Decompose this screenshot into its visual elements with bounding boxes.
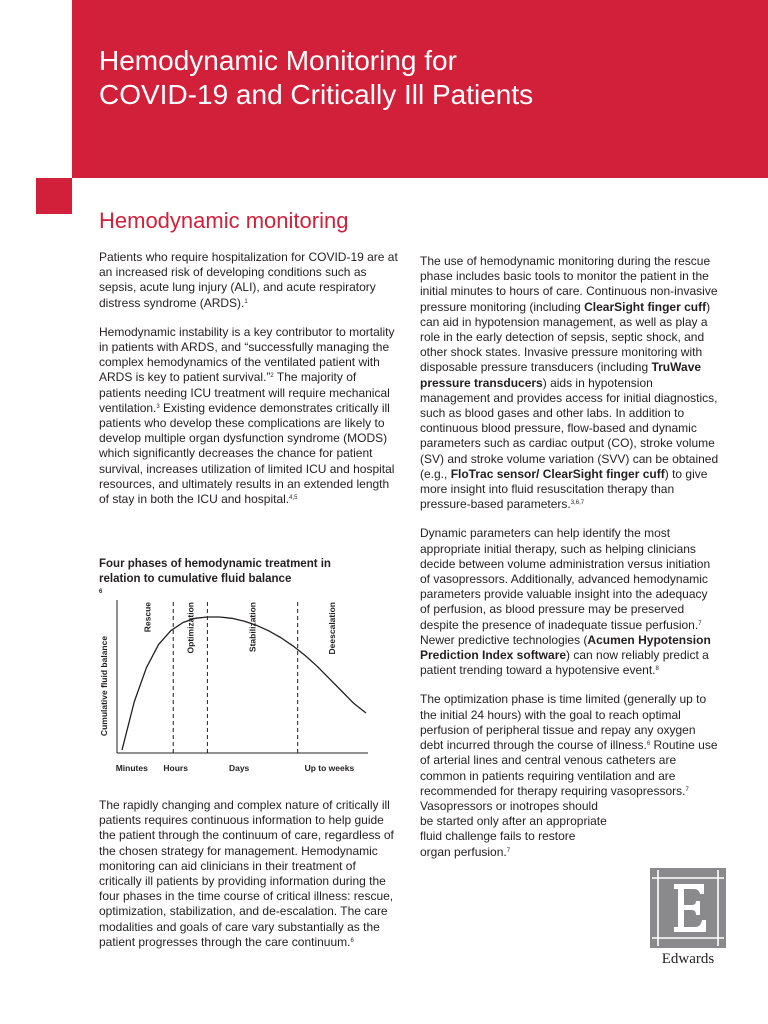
title-line-2: COVID-19 and Critically Ill Patients: [99, 79, 534, 110]
product-flotrac: FloTrac sensor/ ClearSight finger cuff: [450, 466, 665, 481]
right-p3-line-3: fluid challenge fails to restore: [420, 829, 576, 844]
ref-superscript: 6: [646, 741, 651, 748]
right-paragraph-2: [420, 526, 720, 678]
left-p2-text-c: Existing evidence demonstrates critically ill patients who develop these complications are likely to develop multiple organ dysfunction syndrome (MODS) which significantly decreases the chance for patient survival, increases utilization of limited ICU and hospital resources, and ultimately results in an extended length of stay in both the ICU and hospital.: [99, 400, 395, 507]
ref-superscript: 3,6,7: [570, 500, 585, 507]
edwards-logo-icon: [650, 868, 726, 948]
chart-marks: [116, 602, 366, 773]
section-heading: Hemodynamic monitoring: [99, 208, 349, 233]
right-p1-text-e: ) to give more insight into fluid resuscitation therapy than pressure-based parameters.: [420, 466, 708, 512]
edwards-wordmark: Edwards: [661, 951, 715, 967]
fluid-balance-chart: [96, 590, 376, 780]
page-title: [99, 44, 739, 112]
ref-superscript: 3: [156, 403, 160, 410]
figure-title-line-1: Four phases of hemodynamic treatment in: [99, 558, 331, 570]
phase-label-rescue: Rescue: [142, 602, 153, 633]
right-p3-line-1: Vasopressors or inotropes should: [420, 798, 598, 813]
left-paragraph-2: [99, 325, 399, 507]
left-bottom-text: The rapidly changing and complex nature of critically ill patients requires continuous information to help guide the patient through the continuum of care, regardless of the chosen strategy for management. Hemodynamic monitoring can aid clinicians in their treatment of critically ill patients by providing information during the four phases in the time course of critical illness: rescue, optimization, stabilization, and de-escalation. The care modalities and goals of care vary substantially as the patient progresses through the care continuum.: [99, 798, 394, 949]
ref-superscript: 7: [506, 847, 511, 854]
ref-superscript: 1: [244, 298, 248, 305]
right-p3-line-2: be started only after an appropriate: [420, 814, 607, 829]
ref-superscript: 8: [655, 666, 659, 673]
left-paragraph-1: [99, 250, 399, 311]
ref-superscript: 6: [350, 937, 354, 944]
left-column: [99, 250, 399, 521]
left-bottom-paragraph: [99, 798, 399, 950]
right-p3-line-4: organ perfusion.: [420, 844, 507, 859]
left-p2-text-a: Hemodynamic instability is a key contributor to mortality in patients with ARDS, and “successfully managing the complex hemodynamics of the ventilated patient with ARDS is key to patient survival.”: [99, 324, 395, 385]
ref-superscript: 7: [698, 620, 702, 627]
left-p2-text-b: The majority of patients needing ICU treatment will require mechanical ventilation.: [99, 370, 390, 415]
left-bottom-text-wrap: [99, 798, 399, 950]
y-axis-label: Cumulative fluid balance: [99, 635, 109, 737]
right-paragraph-3: [420, 692, 720, 859]
phase-label-optimization: Optimization: [185, 602, 196, 654]
phase-label-stabilization: Stabilization: [247, 602, 258, 653]
product-clearsight: ClearSight finger cuff: [584, 299, 707, 314]
right-p2-text-b: Newer predictive technologies (: [420, 632, 588, 647]
right-p1-text-c: ) can aid in hypotension management, as well as play a role in the early detection of sepsis, septic shock, and other shock states. Invasive pressure monitoring with disposable pressure transducers (including: [420, 299, 711, 375]
x-tick-label: Up to weeks: [304, 763, 355, 773]
ref-superscript: 6: [99, 589, 103, 595]
phase-label-deescalation: Deescalation: [326, 602, 337, 655]
right-p3-text-b: Routine use of arterial lines and central venous catheters are common in patients requiring ventilation and are recommended for therapy requiring vasopressors.: [420, 738, 718, 798]
x-tick-label: Days: [228, 763, 250, 773]
figure-title-line-2-text: relation to cumulative fluid balance: [99, 573, 292, 585]
x-tick-label: Hours: [163, 763, 188, 773]
right-paragraph-1: [420, 254, 720, 512]
header-accent-square: [36, 178, 72, 214]
ref-superscript: 2: [270, 373, 274, 380]
right-p1-text-a: The use of hemodynamic monitoring during the rescue phase includes basic tools to monitor the patient in the initial minutes to hours of care. Continuous non-invasive pressure monitoring (including: [420, 254, 718, 314]
left-p1-text: Patients who require hospitalization for COVID-19 are at an increased risk of developing conditions such as sepsis, acute lung injury (ALI), and acute respiratory distress syndrome (ARDS).: [99, 250, 398, 310]
ref-superscript: 7: [685, 786, 689, 793]
product-acumen: Acumen Hypotension Prediction Index software: [420, 632, 711, 663]
right-p1-text-d: ) aids in hypotension management and provides access for initial diagnostics, such as blood gases and other labs. In addition to continuous blood pressure, flow-based and dynamic parameters such as cardiac output (CO), stroke volume (SV) and stroke volume variation (SVV) can be obtained (e.g.,: [420, 375, 719, 481]
product-truwave: TruWave pressure transducers: [420, 360, 702, 390]
ref-superscript: 4,5: [289, 495, 298, 502]
right-p2-text-a: Dynamic parameters can help identify the most appropriate initial therapy, such as helping clinicians decide between volume administration versus initiation of vasopressors. Additionally, advanced hemodynamic parameters provide valuable insight into the adequacy of perfusion, as blood pressure may be preserved despite the presence of inadequate tissue perfusion.: [420, 526, 711, 632]
title-line-1: Hemodynamic Monitoring for: [99, 45, 457, 76]
right-p3-text-a: The optimization phase is time limited (generally up to the initial 24 hours) with the goal to reach optimal perfusion of peripheral tissue and repay any oxygen debt incurred through the course of illness.: [420, 692, 707, 753]
right-p2-text-c: ) can now reliably predict a patient trending toward a hypotensive event.: [420, 648, 709, 678]
x-tick-label: Minutes: [115, 763, 148, 773]
right-column: [420, 254, 720, 860]
